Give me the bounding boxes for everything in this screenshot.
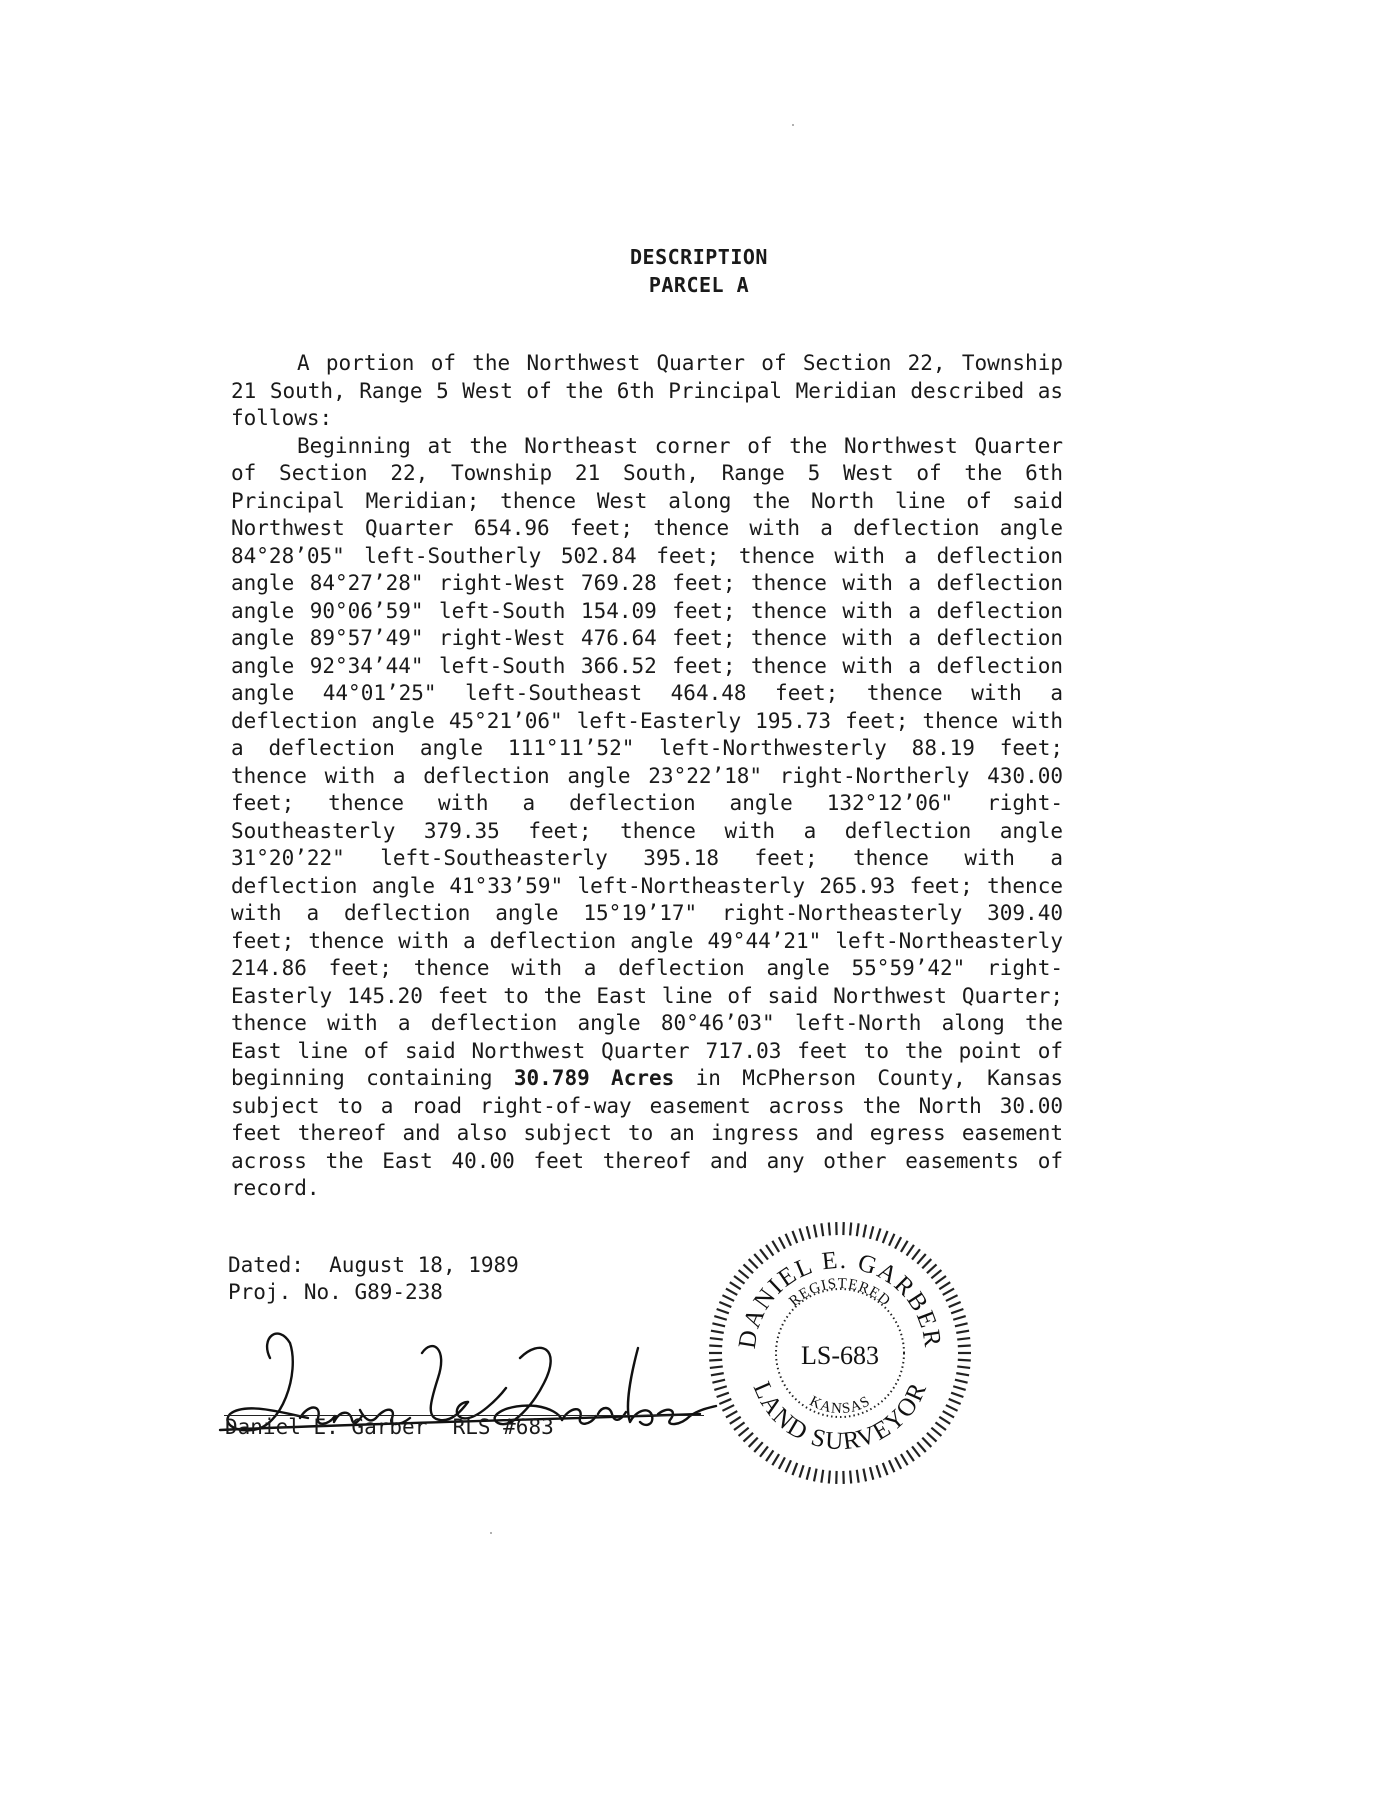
seal-tick [792,1231,797,1243]
seal-tick [739,1428,749,1436]
signer-name: Daniel E. Garber [225,1415,428,1439]
seal-tick [949,1302,961,1307]
dated-line [228,1252,519,1279]
seal-tick [857,1223,859,1236]
seal-tick [821,1223,823,1236]
seal-tick [943,1411,954,1417]
scan-speck [490,1532,492,1534]
seal-tick [807,1467,810,1480]
seal-tick [850,1471,851,1484]
seal-tick [917,1254,926,1264]
seal-tick [779,1457,785,1468]
project-label: Proj. No. [228,1280,342,1304]
seal-state: KANSAS [806,1393,874,1418]
seal-tick [957,1366,970,1367]
seal-tick [760,1446,768,1456]
seal-tick [946,1405,958,1411]
dated-value: August 18, 1989 [329,1253,519,1277]
date-block [228,1252,519,1306]
project-number: G89-238 [354,1280,443,1304]
seal-tick [711,1331,724,1333]
seal-tick [901,1241,908,1252]
seal-tick [709,1346,722,1347]
seal-tick [895,1457,901,1468]
heading [0,243,1398,299]
seal-tick [889,1460,894,1472]
seal-tick [726,1289,737,1295]
metes-and-bounds-paragraph [231,433,1063,1203]
surveyor-seal [705,1218,975,1488]
seal-tick [730,1282,741,1289]
seal-tick [870,1226,873,1239]
seal-tick [760,1249,768,1259]
seal-tick [719,1399,731,1404]
seal-tick [889,1234,894,1246]
seal-tick [863,1469,866,1482]
seal-tick [754,1254,763,1264]
seal-tick [714,1316,726,1320]
seal-tick [710,1366,723,1367]
seal-tick [719,1302,731,1307]
seal-tick [821,1470,823,1483]
seal-tick [935,1276,946,1284]
seal-tick [912,1249,920,1259]
legal-description [231,350,1063,1203]
seal-tick [792,1463,797,1475]
license-number: RLS #683 [452,1415,554,1439]
seal-tick [917,1442,926,1452]
seal-tick [749,1259,758,1268]
seal-tick [712,1380,725,1383]
seal-tick [870,1467,873,1480]
seal-tick [953,1316,965,1320]
seal-tick [743,1433,753,1442]
seal-tick [956,1331,969,1333]
seal-tick [829,1222,830,1235]
document-subtitle: PARCEL A [648,273,750,297]
seal-tick [955,1380,968,1383]
seal-tick [927,1433,937,1442]
seal-tick [876,1465,880,1477]
seal-tick [714,1386,726,1390]
document-title: DESCRIPTION [630,245,768,269]
seal-tick [943,1289,954,1295]
seal-tick [949,1399,961,1404]
seal-tick [786,1460,791,1472]
seal-tick [955,1323,968,1326]
seal-tick [743,1264,753,1273]
acreage: 30.789 Acres [513,1066,675,1090]
seal-tick [711,1373,724,1375]
seal-tick [772,1454,779,1465]
seal-profession: LAND SURVEYOR [747,1377,933,1456]
seal-tick [710,1338,723,1339]
seal-tick [951,1393,963,1397]
seal-tick [912,1446,920,1456]
seal-name: DANIEL E. GARBER [733,1246,947,1351]
seal-tick [876,1228,880,1240]
seal-tick [922,1438,931,1447]
seal-tick [722,1295,734,1301]
seal-tick [786,1234,791,1246]
seal-tick [939,1417,950,1424]
seal-tick [800,1465,804,1477]
seal-tick [883,1231,888,1243]
seal-tick [734,1276,745,1284]
seal-license-number: LS-683 [801,1341,879,1370]
seal-tick [850,1222,851,1235]
seal-tick [766,1450,773,1461]
seal-tick [956,1373,969,1375]
seal-tick [739,1270,749,1278]
seal-tick [779,1237,785,1248]
seal-tick [857,1470,859,1483]
seal-tick [709,1360,722,1361]
seal-tick [953,1386,965,1390]
seal-tick [958,1346,971,1347]
seal-tick [814,1225,817,1238]
seal-tick [883,1463,888,1475]
seal-tick [958,1360,971,1361]
seal-tick [726,1411,737,1417]
seal-tick [895,1237,901,1248]
seal-tick [814,1469,817,1482]
seal-tick [712,1323,725,1326]
seal-registered: REGISTERED [786,1275,894,1310]
intro-paragraph: A portion of the Northwest Quarter of Section 22, Township 21 South, Range 5 West of the 6th Principal Meridian described as follows: [231,351,1063,430]
seal-tick [829,1471,830,1484]
seal-tick [927,1264,937,1273]
seal-tick [939,1282,950,1289]
seal-tick [946,1295,958,1301]
seal-tick [907,1245,914,1256]
seal-tick [807,1226,810,1239]
easement-text: in McPherson County, Kansas subject to a road right-of-way easement across the North 30.00 feet thereof and also subject to an ingress and egress easement across the East 40.00 feet thereof and any other easements of record. [231,1066,1063,1200]
seal-tick [717,1393,729,1397]
description-text: Beginning at the Northeast corner of the Northwest Quarter of Section 22, Township 21 South, Range 5 West of the 6th Principal Meridian; thence West along the North line of said Northwest Quarter 654.96 feet; thence with a deflection angle 84°28’05" left-Southerly 502.84 feet; thence with a deflection angle 84°27’28" right-West 769.28 feet; thence with a deflection angle 90°06’59" left-South 154.09 feet; thence with a deflection angle 89°57’49" right-West 476.64 feet; thence with a deflection angle 92°34’44" left-South 366.52 feet; thence with a deflection angle 44°01’25" left-Southeast 464.48 feet; thence with a deflection angle 45°21’06" left-Easterly 195.73 feet; thence with a deflection angle 111°11’52" left-Northwesterly 88.19 feet; thence with a deflection angle 23°22’18" right-Northerly 430.00 feet; thence with a deflection angle 132°12’06" right-Southeasterly 379.35 feet; thence with a deflection angle 31°20’22" left-Southeasterly 395.18 feet; thence with a deflection angle 41°33’59" left-Northeasterly 265.93 feet; thence with a deflection angle 15°19’17" right-Northeasterly 309.40 feet; thence with a deflection angle 49°44’21" left-Northeasterly 214.86 feet; thence with a deflection angle 55°59’42" right-Easterly 145.20 feet to the East line of said Northwest Quarter; thence with a deflection angle 80°46’03" left-North along the East line of said Northwest Quarter 717.03 feet to the point of beginning containing [231,433,1063,1090]
seal-tick [749,1438,758,1447]
seal-tick [754,1442,763,1452]
seal-tick [772,1241,779,1252]
signer-block [225,1413,554,1441]
seal-tick [935,1422,946,1430]
project-line [228,1279,519,1306]
dated-label: Dated: [228,1253,304,1277]
seal-tick [922,1259,931,1268]
seal-tick [907,1450,914,1461]
scan-speck [792,124,794,126]
seal-tick [800,1228,804,1240]
seal-tick [957,1338,970,1339]
seal-tick [717,1309,729,1313]
seal-tick [951,1309,963,1313]
seal-tick [901,1454,908,1465]
seal-tick [730,1417,741,1424]
seal-tick [722,1405,734,1411]
seal-tick [931,1428,941,1436]
seal-tick [734,1422,745,1430]
seal-tick [863,1225,866,1238]
seal-tick [766,1245,773,1256]
seal-tick [931,1270,941,1278]
